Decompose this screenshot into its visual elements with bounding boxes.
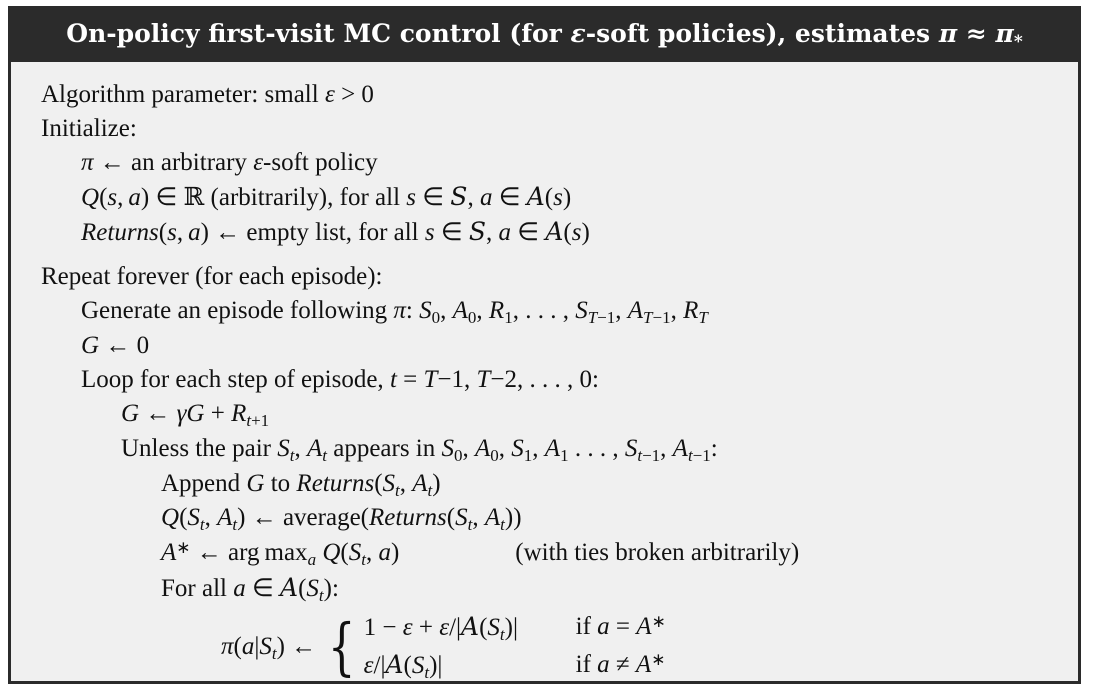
spacer xyxy=(41,250,1048,260)
line-algorithm-parameter: Algorithm parameter: small ε > 0 xyxy=(41,81,374,108)
title-pi: π xyxy=(938,19,958,49)
policy-update-lead: $\pi(a|S_t)$ ← xyxy=(221,632,317,663)
case-explore-expression: $\varepsilon/|A(S_t)|$ xyxy=(363,650,443,682)
title-epsilon: ε xyxy=(570,19,586,49)
line-repeat-forever: Repeat forever (for each episode): xyxy=(41,263,383,290)
title-text-mid: -soft policies), estimates xyxy=(585,19,939,49)
algorithm-box xyxy=(8,6,1081,684)
line-append-g: Append G to $Returns(S_t$, $A_t$) xyxy=(161,469,441,500)
policy-update-cases xyxy=(364,609,666,685)
algorithm-title-bar xyxy=(11,9,1078,62)
case-greedy xyxy=(364,609,666,647)
line-unless-pair: Unless the pair $S_t$, $A_t$ appears in $S_0$, $A_0$, $S_1$, $A_1$ . . . , $S_{t-1}$, $A_{t-1}$: xyxy=(121,434,718,465)
line-init-returns: Returns(s, a) ← empty list, for all s ∈ S, a ∈ A(s) xyxy=(81,217,590,246)
policy-update-row xyxy=(41,609,1048,685)
cases-brace-icon: { xyxy=(328,610,356,684)
case-explore xyxy=(364,647,666,685)
line-g-init: G ← 0 xyxy=(81,331,150,359)
line-init-pi: π ← an arbitrary ε-soft policy xyxy=(81,149,378,176)
line-loop-steps: Loop for each step of episode, t = T−1, T−2, . . . , 0: xyxy=(81,365,599,393)
title-text-pre: On-policy first-visit MC control (for xyxy=(66,19,571,49)
title-star: * xyxy=(1013,31,1023,52)
tie-break-note: (with ties broken arbitrarily) xyxy=(515,539,800,567)
algorithm-title xyxy=(66,19,1022,52)
line-q-average: $Q(S_t$, $A_t$) ← $average(Returns(S_t$, $A_t$)) xyxy=(161,504,522,535)
case-greedy-condition: if a = A∗ xyxy=(575,612,666,641)
line-generate-episode: Generate an episode following π: $S_0$, $A_0$, $R_1$, . . . , $S_{T-1}$, $A_{T-1}$, $R_T$ xyxy=(81,297,708,327)
line-init-q: Q(s, a) ∈ ℝ (arbitrarily), for all s ∈ S, a ∈ A(s) xyxy=(81,182,572,211)
case-explore-condition: if a ≠ A∗ xyxy=(575,649,666,679)
line-g-update: G ← $\gamma G + R_{t+1}$ xyxy=(121,399,270,430)
line-initialize-header: Initialize: xyxy=(41,115,137,142)
algorithm-body xyxy=(11,62,1078,695)
title-approx: ≈ xyxy=(957,19,996,49)
line-a-star: A∗ ← arg $\max_a Q(S_t$, a) (with ties broken arbitrarily) xyxy=(161,538,800,570)
line-for-all-a: For all a ∈ $A(S_t)$: xyxy=(161,573,339,606)
case-greedy-expression: $1 - \varepsilon + \varepsilon/|A(S_t)|$ xyxy=(363,612,518,644)
title-pi-star: π xyxy=(995,19,1014,49)
